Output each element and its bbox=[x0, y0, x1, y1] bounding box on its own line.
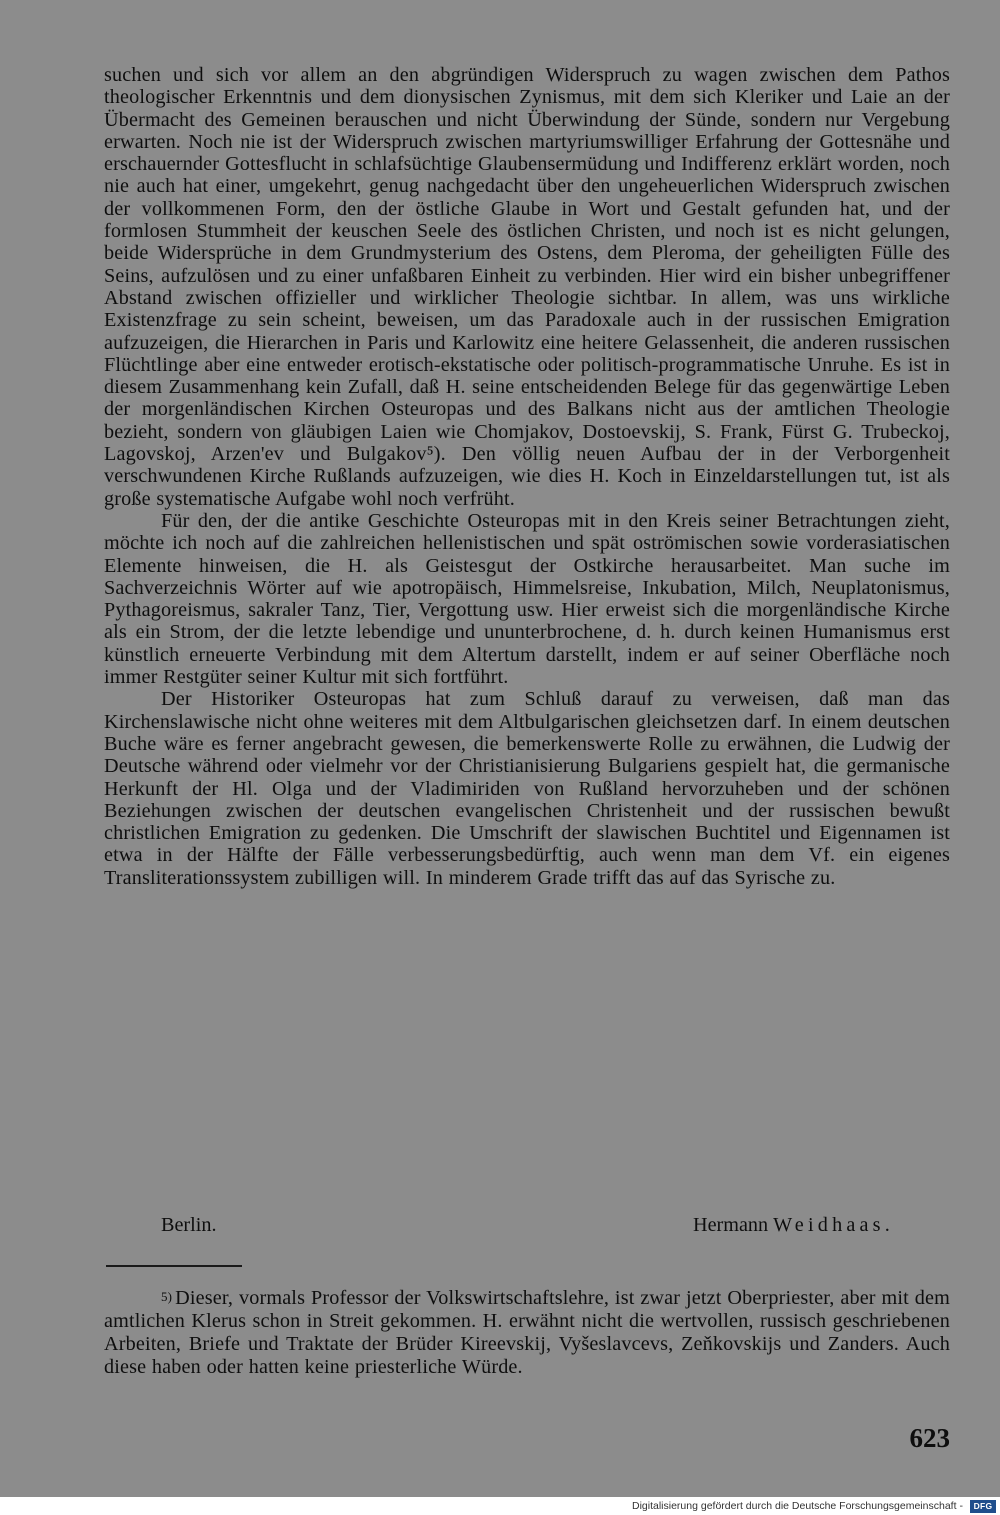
credit-separator: - bbox=[959, 1500, 963, 1512]
dfg-logo-icon: DFG bbox=[970, 1500, 996, 1513]
signature-author bbox=[693, 1213, 894, 1237]
body-text bbox=[104, 64, 950, 889]
footnotes bbox=[104, 1287, 950, 1379]
author-first-name: Hermann bbox=[693, 1214, 769, 1236]
credit-text: Digitalisierung gefördert durch die Deutsche Forschungsgemeinschaft bbox=[631, 1500, 957, 1512]
author-last-name: Weidhaas. bbox=[773, 1214, 894, 1236]
signature-line bbox=[104, 1213, 894, 1237]
footnote-text: Dieser, vormals Professor der Volkswirtschaftslehre, ist zwar jetzt Oberpriester, aber mit dem amtlichen Klerus schon in Streit gekommen. H. erwähnt nicht die wertvollen, russisch geschriebenen Arbeiten, Briefe und Traktate der Brüder Kireevskij, Vyšeslavcevs, Zeňkovskijs und Zanders. Auch diese haben oder hatten keine priesterliche Würde. bbox=[104, 1287, 950, 1378]
paragraph: Für den, der die antike Geschichte Osteuropas mit in den Kreis seiner Betrachtungen zieht, möchte ich noch auf die zahlreichen hellenistischen und spät oströmischen sowie vorderasiatischen Elemente hinweisen, die H. als Geistesgut der Ostkirche herausarbeitet. Man suche im Sachverzeichnis Wörter auf wie apotropäisch, Himmelsreise, Inkubation, Milch, Neuplatonismus, Pythagoreismus, sakraler Tanz, Tier, Vergottung usw. Hier erweist sich die morgenländische Kirche als ein Strom, der die letzte lebendige und ununterbrochene, d. h. durch keinen Humanismus erst künstlich erneuerte Verbindung mit dem Altertum darstellt, indem er auf seiner Oberfläche noch immer Restgüter seiner Kultur mit sich fortführt. bbox=[104, 509, 950, 689]
footnote-divider bbox=[106, 1265, 242, 1267]
footnote-marker: 5) bbox=[161, 1289, 173, 1304]
footnote bbox=[104, 1287, 950, 1379]
page-number: 623 bbox=[909, 1423, 950, 1453]
signature-place: Berlin. bbox=[161, 1214, 217, 1236]
digitization-credit bbox=[632, 1498, 966, 1514]
paragraph: suchen und sich vor allem an den abgründigen Widerspruch zu wagen zwischen dem Pathos theologischer Erkenntnis und dem dionysischen Zynismus, mit dem sich Kleriker und Laie an der Übermacht des Gemeinen berauschen und nicht Überwindung der Sünde, sondern nur Vergebung erwarten. Noch nie ist der Widerspruch zwischen martyriumswilliger Erfahrung der Gottesnähe und erschauernder Gottesflucht in schlafsüchtige Glaubensermüdung und Indifferenz erklärt worden, noch nie auch hat einer, umgekehrt, genug nachgedacht über den ungeheuerlichen Widerspruch zwischen der vollkommenen Form, den der östliche Glaube in Wort und Gestalt gefunden hat, und der formlosen Stummheit der keuschen Seele des östlichen Christen, und noch ist es nicht gelungen, beide Widersprüche in dem Grundmysterium des Ostens, dem Pleroma, der geheiligten Fülle des Seins, aufzulösen und zu einer unfaßbaren Einheit zu verbinden. Hier wird ein bisher unbegriffener Abstand zwischen offizieller und wirklicher Theologie sichtbar. In allem, was uns wirkliche Existenzfrage zu sein scheint, beweisen, um das Paradoxale auch in der russischen Emigration aufzuzeigen, die Hierarchen in Paris und Karlowitz eine heitere Gelassenheit, die anderen russischen Flüchtlinge aber eine entweder erotisch-ekstatische oder politisch-programmatische Unruhe. Es ist in diesem Zusammenhang kein Zufall, daß H. seine entscheidenden Belege für das gegenwärtige Leben der morgenländischen Kirchen Osteuropas und des Balkans nicht aus der amtlichen Theologie bezieht, sondern von gläubigen Laien wie Chomjakov, Dostoevskij, S. Frank, Fürst G. Trubeckoj, Lagovskoj, Arzen'ev und Bulgakov⁵). Den völlig neuen Aufbau der in der Verborgenheit verschwundenen Kirche Rußlands aufzuzeigen, wie dies H. Koch in Einzeldarstellungen tut, ist als große systematische Aufgabe wohl noch verfrüht. bbox=[104, 64, 950, 510]
paragraph: Der Historiker Osteuropas hat zum Schluß darauf zu verweisen, daß man das Kirchenslawische nicht ohne weiteres mit dem Altbulgarischen gleichsetzen darf. In einem deutschen Buche wäre es ferner angebracht gewesen, die bemerkenswerte Rolle zu erwähnen, die Ludwig der Deutsche während oder vielmehr vor der Christianisierung Bulgariens gespielt hat, die germanische Herkunft der Hl. Olga und der Vladimiriden von Rußland hervorzuheben und der schönen Beziehungen zwischen der deutschen evangelischen Christenheit und der russischen bewußt christlichen Emigration zu gedenken. Die Umschrift der slawischen Buchtitel und Eigennamen ist etwa in der Hälfte der Fälle verbesserungsbedürftig, auch wenn man dem Vf. ein eigenes Transliterationssystem zubilligen will. In minderem Grade trifft das auf das Syrische zu. bbox=[104, 688, 950, 889]
